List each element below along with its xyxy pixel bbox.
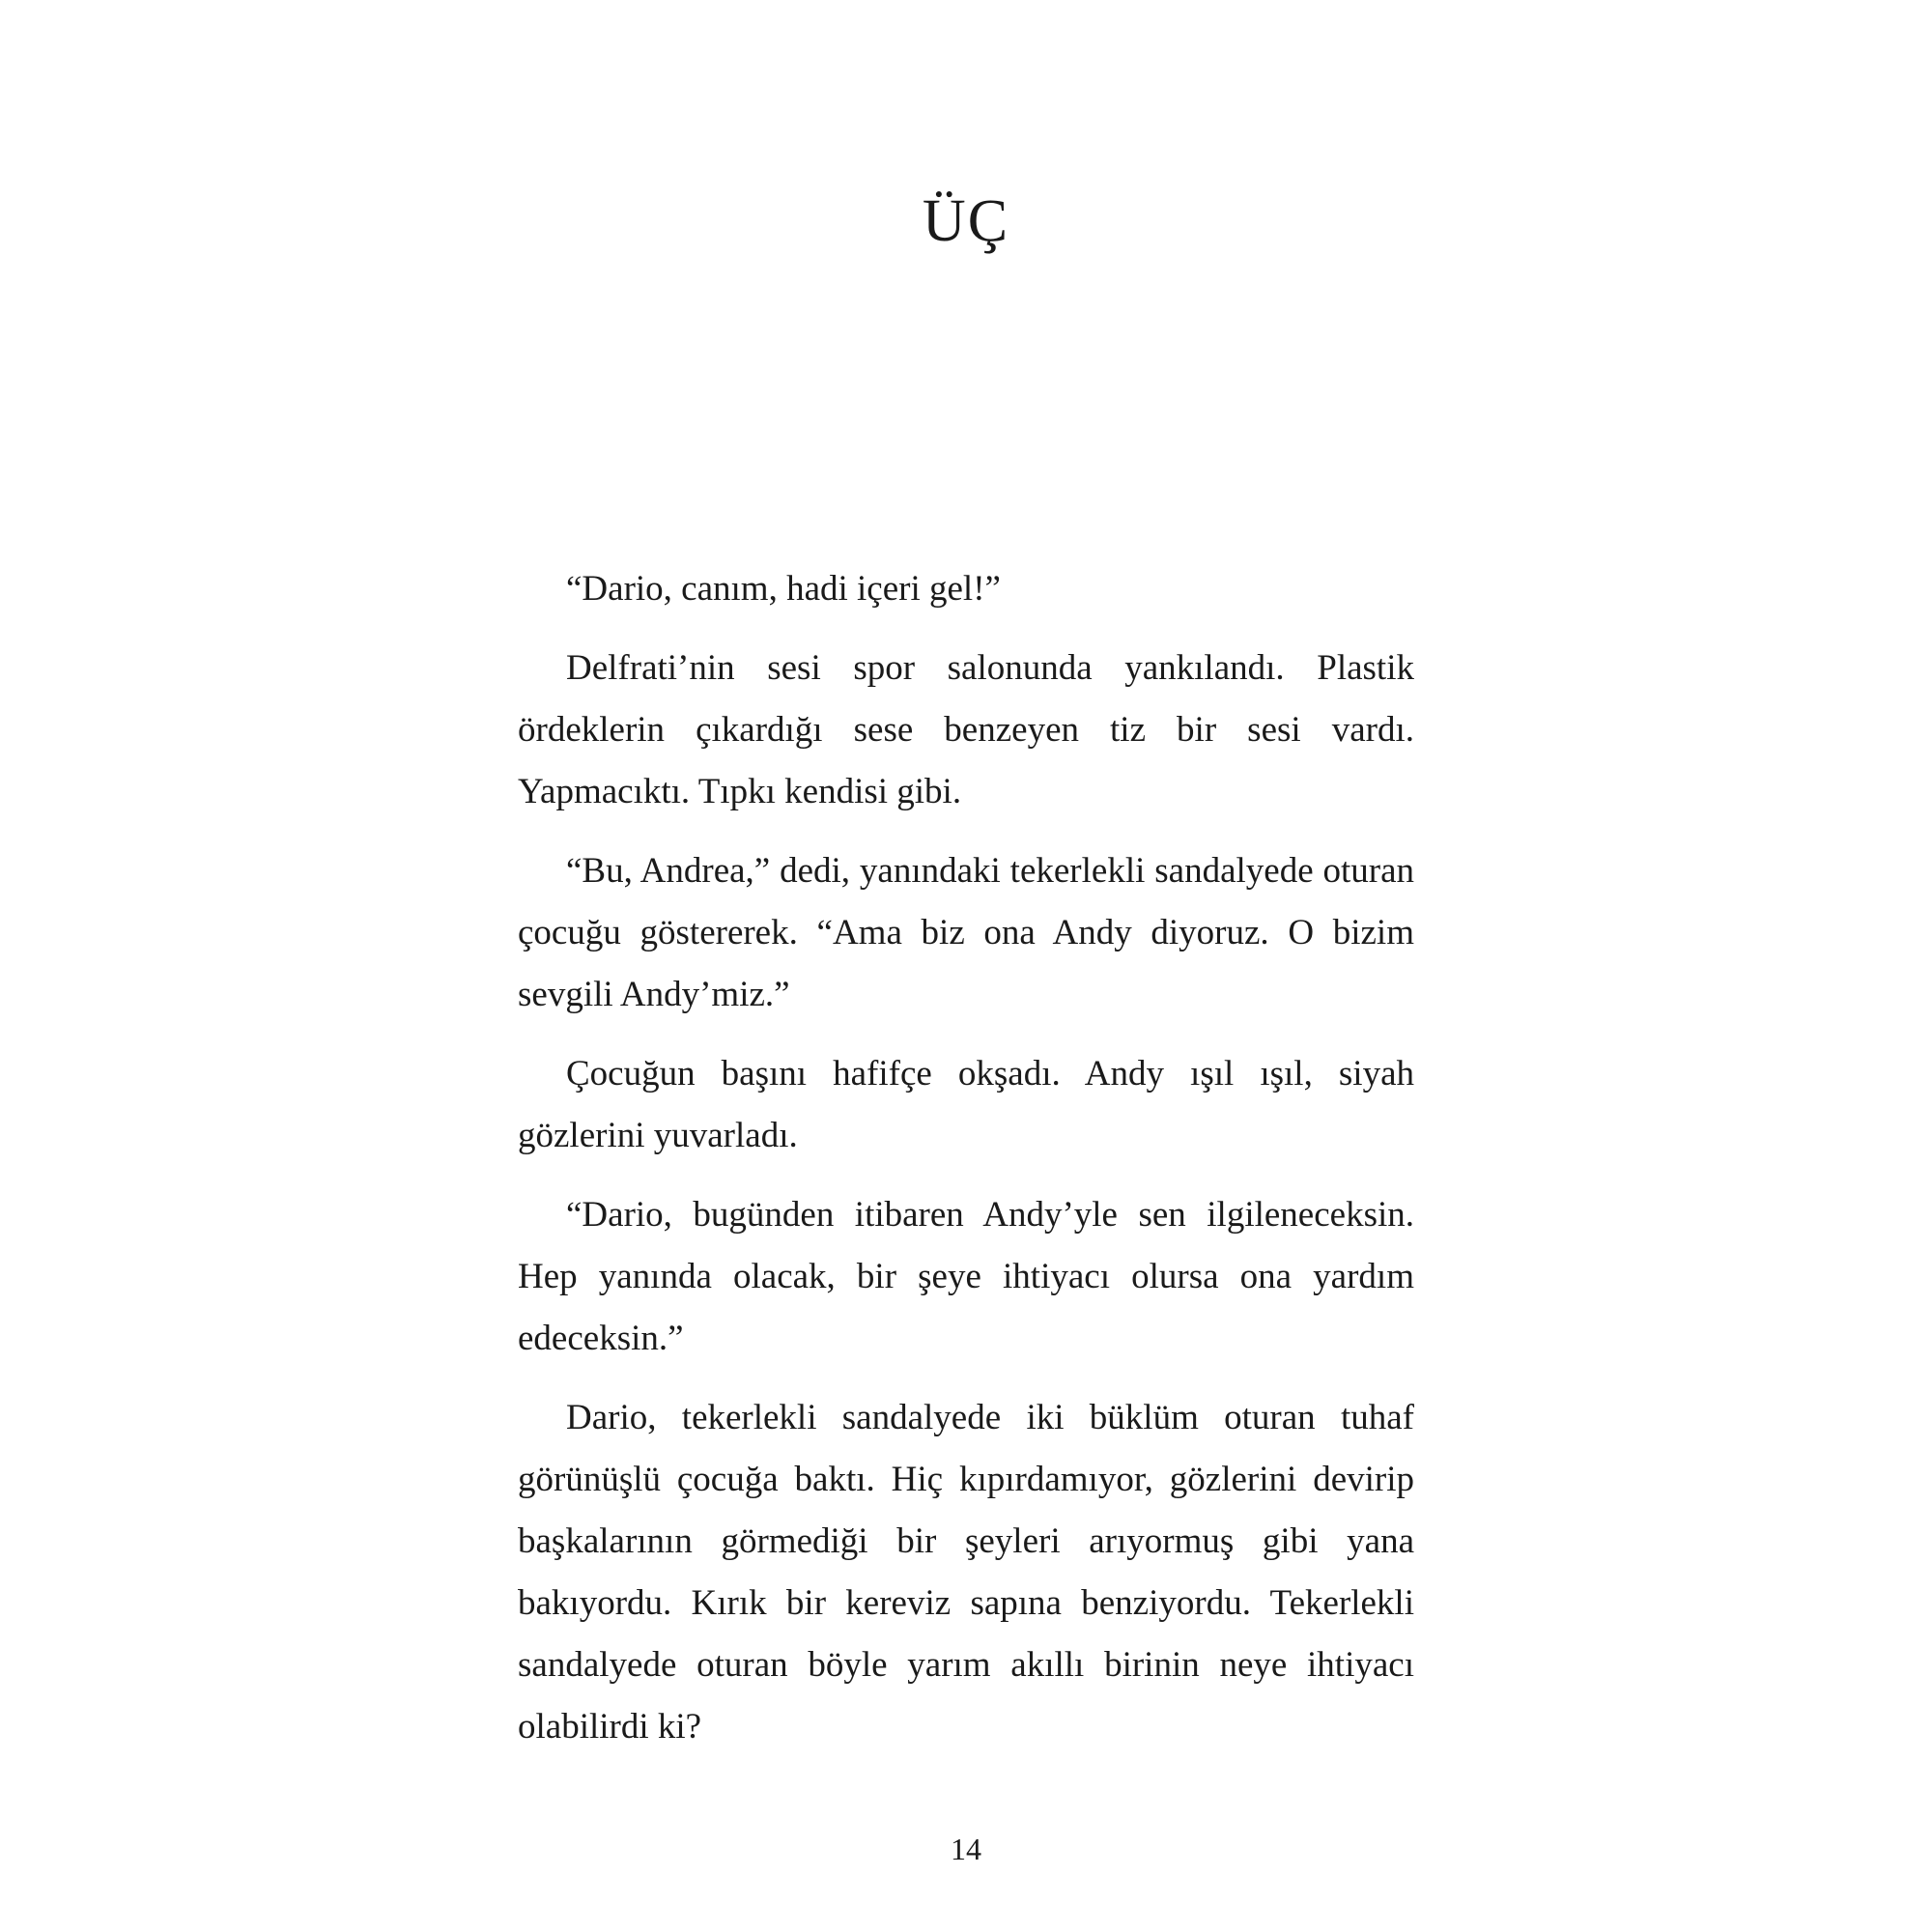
paragraph: Dario, tekerlekli sandalyede iki büklüm oturan tuhaf görünüşlü çocuğa baktı. Hiç kıpırdamıyor, gözlerini devirip başkalarının görmediği bir şeyleri arıyormuş gibi yana bakıyordu. Kırık bir kereviz sapına benziyordu. Tekerlekli sandalyede oturan böyle yarım akıllı birinin neye ihtiyacı olabilirdi ki? bbox=[518, 1398, 1414, 1747]
paragraph: “Dario, canım, hadi içeri gel!” bbox=[566, 569, 1001, 609]
paragraph: “Dario, bugünden itibaren Andy’yle sen ilgileneceksin. Hep yanında olacak, bir şeye ihtiyacı olursa ona yardım edeceksin.” bbox=[518, 1195, 1414, 1358]
body-text bbox=[518, 558, 1414, 1776]
paragraph: “Bu, Andrea,” dedi, yanındaki tekerlekli sandalyede oturan çocuğu göstererek. “Ama biz ona Andy diyoruz. O bizim sevgili Andy’miz.” bbox=[518, 851, 1414, 1014]
paragraph: Çocuğun başını hafifçe okşadı. Andy ışıl ışıl, siyah gözlerini yuvarladı. bbox=[518, 1054, 1414, 1155]
chapter-title: ÜÇ bbox=[922, 188, 1010, 254]
paragraph: Delfrati’nin sesi spor salonunda yankılandı. Plastik ördeklerin çıkardığı sese benzeyen tiz bir sesi vardı. Yapmacıktı. Tıpkı kendisi gibi. bbox=[518, 648, 1414, 811]
page-number: 14 bbox=[951, 1832, 981, 1866]
